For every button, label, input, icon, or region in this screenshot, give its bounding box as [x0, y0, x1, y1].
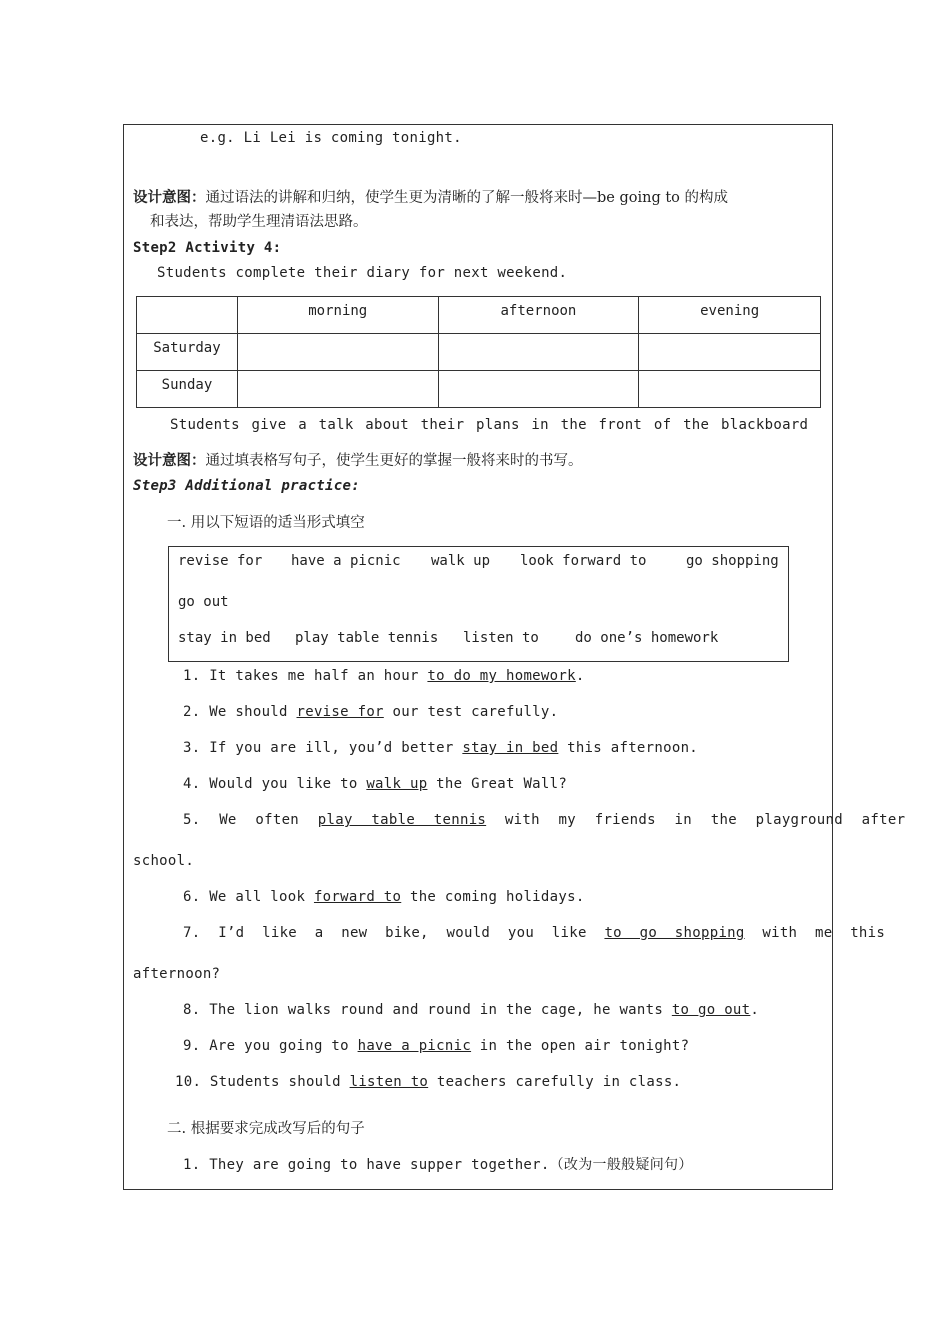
phrase: do one’s homework — [575, 630, 719, 646]
table-row — [137, 371, 821, 408]
exercise-sentence — [183, 774, 567, 794]
sentence-number: 3. — [183, 740, 201, 756]
phrase: revise for — [178, 553, 263, 569]
sentence-number: 8. — [183, 1002, 201, 1018]
step2-after: Students give a talk about their plans in the front of the blackboard — [170, 417, 809, 433]
table-cell — [237, 334, 438, 371]
table-header-cell: morning — [237, 297, 438, 334]
answer-blank: forward to — [313, 889, 402, 905]
exercise-sentence — [183, 738, 698, 758]
sentence-continuation: afternoon? — [133, 966, 221, 982]
answer-blank: listen to — [349, 1074, 429, 1090]
answer-blank: play table tennis — [317, 812, 487, 828]
sentence-number: 2. — [183, 704, 201, 720]
exercise-sentence — [183, 923, 885, 943]
sentence-number: 1. — [183, 668, 201, 684]
sentence-text: in the open air tonight? — [471, 1038, 690, 1054]
table-header-cell: afternoon — [438, 297, 639, 334]
item-text: They are going to have supper together.（改为一般般疑问句） — [209, 1157, 693, 1173]
phrase: go shopping — [686, 553, 779, 569]
sentence-text: We all look — [209, 889, 314, 905]
design-intent-label: 设计意图： — [133, 189, 206, 206]
sentence-text: Would you like to — [209, 776, 367, 792]
step2-title: Step2 Activity 4: — [133, 240, 282, 256]
sentence-text: teachers carefully in class. — [428, 1074, 682, 1090]
design-intent-text: 通过语法的讲解和归纳，使学生更为清晰的了解一般将来时—be going to 的构成 — [205, 190, 729, 206]
exercise-sentence — [183, 702, 558, 722]
sentence-text: I’d like a new bike, would you like — [218, 925, 605, 941]
exercise-sentence — [183, 1036, 689, 1056]
exercise-sentence — [175, 1072, 681, 1092]
table-row — [137, 334, 821, 371]
diary-table — [136, 296, 821, 408]
sentence-number: 6. — [183, 889, 201, 905]
sentence-text: . — [750, 1002, 760, 1018]
table-cell: Saturday — [137, 334, 238, 371]
sentence-text: with me this — [744, 925, 886, 941]
example-sentence: e.g. Li Lei is coming tonight. — [200, 130, 462, 146]
design-intent-1 — [133, 188, 728, 208]
phrase: stay in bed — [178, 630, 271, 646]
sentence-number: 4. — [183, 776, 201, 792]
answer-blank: to do my homework — [427, 668, 576, 684]
sentence-text: our test carefully. — [383, 704, 559, 720]
phrase: play table tennis — [295, 630, 439, 646]
sentence-text: Are you going to — [209, 1038, 358, 1054]
table-cell — [639, 371, 821, 408]
part2-title: 二. 根据要求完成改写后的句子 — [167, 1121, 365, 1137]
exercise-sentence — [183, 1000, 759, 1020]
phrase: look forward to — [520, 553, 647, 569]
phrase: go out — [178, 594, 229, 610]
sentence-text: this afternoon. — [558, 740, 699, 756]
step2-instruction: Students complete their diary for next weekend. — [157, 265, 568, 281]
design-intent-2 — [133, 451, 583, 471]
table-row — [137, 297, 821, 334]
phrase: have a picnic — [291, 553, 401, 569]
sentence-text: If you are ill, you’d better — [209, 740, 463, 756]
table-cell: Sunday — [137, 371, 238, 408]
sentence-number: 5. — [183, 812, 201, 828]
table-cell — [438, 371, 639, 408]
phrase: walk up — [431, 553, 491, 569]
table-header-cell: evening — [639, 297, 821, 334]
rewrite-item — [183, 1155, 693, 1175]
table-header-cell — [137, 297, 238, 334]
sentence-text: The lion walks round and round in the cage, he wants — [209, 1002, 672, 1018]
answer-blank: to go out — [671, 1002, 751, 1018]
sentence-text: We often — [219, 812, 318, 828]
sentence-text: the coming holidays. — [401, 889, 585, 905]
design-intent-label: 设计意图： — [133, 452, 206, 469]
phrase: listen to — [463, 630, 539, 646]
sentence-text: It takes me half an hour — [209, 668, 428, 684]
answer-blank: to go shopping — [604, 925, 745, 941]
sentence-text: We should — [209, 704, 297, 720]
part1-title: 一. 用以下短语的适当形式填空 — [167, 515, 365, 531]
sentence-number: 7. — [183, 925, 201, 941]
exercise-sentence — [183, 666, 585, 686]
table-cell — [237, 371, 438, 408]
sentence-number: 9. — [183, 1038, 201, 1054]
sentence-text: the Great Wall? — [427, 776, 568, 792]
sentence-number: 10. — [175, 1074, 202, 1090]
step3-title: Step3 Additional practice: — [133, 478, 360, 494]
answer-blank: stay in bed — [462, 740, 559, 756]
design-intent-text: 通过填表格写句子，使学生更好的掌握一般将来时的书写。 — [205, 453, 583, 469]
exercise-sentence — [183, 810, 905, 830]
sentence-text: Students should — [209, 1074, 350, 1090]
answer-blank: have a picnic — [357, 1038, 472, 1054]
item-number: 1. — [183, 1157, 201, 1173]
answer-blank: revise for — [296, 704, 384, 720]
table-cell — [438, 334, 639, 371]
answer-blank: walk up — [366, 776, 428, 792]
sentence-text: with my friends in the playground after — [486, 812, 906, 828]
design-intent-1-cont: 和表达，帮助学生理清语法思路。 — [150, 214, 368, 230]
exercise-sentence — [183, 887, 585, 907]
sentence-continuation: school. — [133, 853, 195, 869]
phrase-box — [168, 546, 789, 662]
sentence-text: . — [575, 668, 585, 684]
table-cell — [639, 334, 821, 371]
